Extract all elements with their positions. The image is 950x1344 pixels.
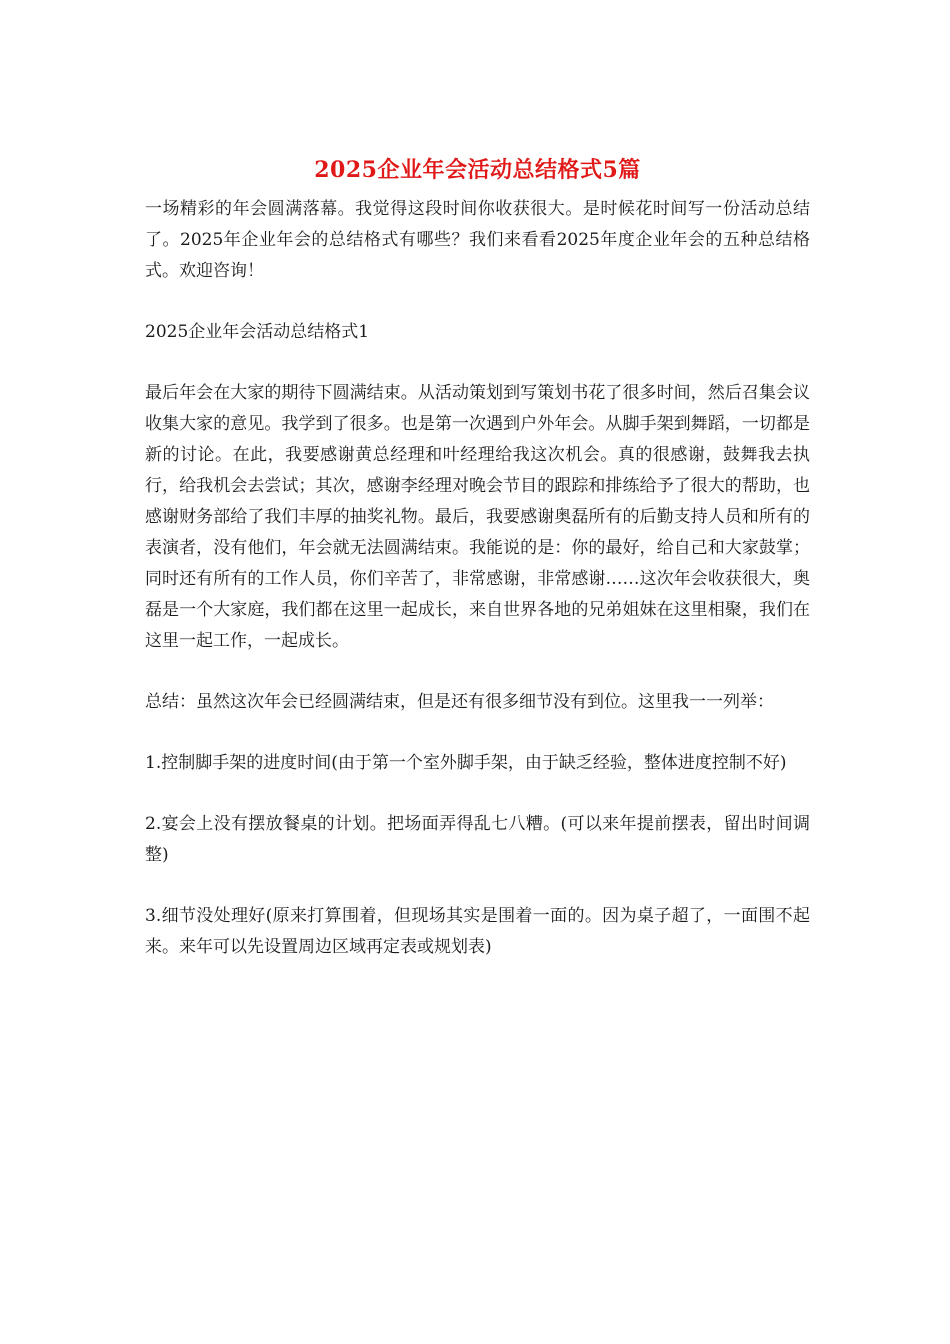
document-title: 2025企业年会活动总结格式5篇 — [314, 157, 641, 183]
intro-paragraph: 一场精彩的年会圆满落幕。我觉得这段时间你收获很大。是时候花时间写一份活动总结了。2025年企业年会的总结格式有哪些？我们来看看2025年度企业年会的五种总结格式。欢迎咨询！ — [145, 199, 810, 281]
section-heading: 2025企业年会活动总结格式1 — [145, 322, 370, 342]
list-item-3: 3.细节没处理好(原来打算围着，但现场其实是围着一面的。因为桌子超了，一面围不起来。来年可以先设置周边区域再定表或规划表) — [145, 906, 810, 957]
summary-paragraph: 总结：虽然这次年会已经圆满结束，但是还有很多细节没有到位。这里我一一列举： — [145, 692, 774, 712]
document-content — [145, 152, 810, 993]
list-item-2: 2.宴会上没有摆放餐桌的计划。把场面弄得乱七八糟。(可以来年提前摆表，留出时间调整) — [145, 814, 810, 865]
body-paragraph: 最后年会在大家的期待下圆满结束。从活动策划到写策划书花了很多时间，然后召集会议收集大家的意见。我学到了很多。也是第一次遇到户外年会。从脚手架到舞蹈，一切都是新的讨论。在此，我要感谢黄总经理和叶经理给我这次机会。真的很感谢，鼓舞我去执行，给我机会去尝试；其次，感谢李经理对晚会节目的跟踪和排练给予了很大的帮助，也感谢财务部给了我们丰厚的抽奖礼物。最后，我要感谢奥磊所有的后勤支持人员和所有的表演者，没有他们，年会就无法圆满结束。我能说的是：你的最好，给自己和大家鼓掌；同时还有所有的工作人员，你们辛苦了，非常感谢，非常感谢……这次年会收获很大，奥磊是一个大家庭，我们都在这里一起成长，来自世界各地的兄弟姐妹在这里相聚，我们在这里一起工作，一起成长。 — [145, 383, 810, 651]
list-item-1: 1.控制脚手架的进度时间(由于第一个室外脚手架，由于缺乏经验，整体进度控制不好) — [145, 753, 787, 773]
